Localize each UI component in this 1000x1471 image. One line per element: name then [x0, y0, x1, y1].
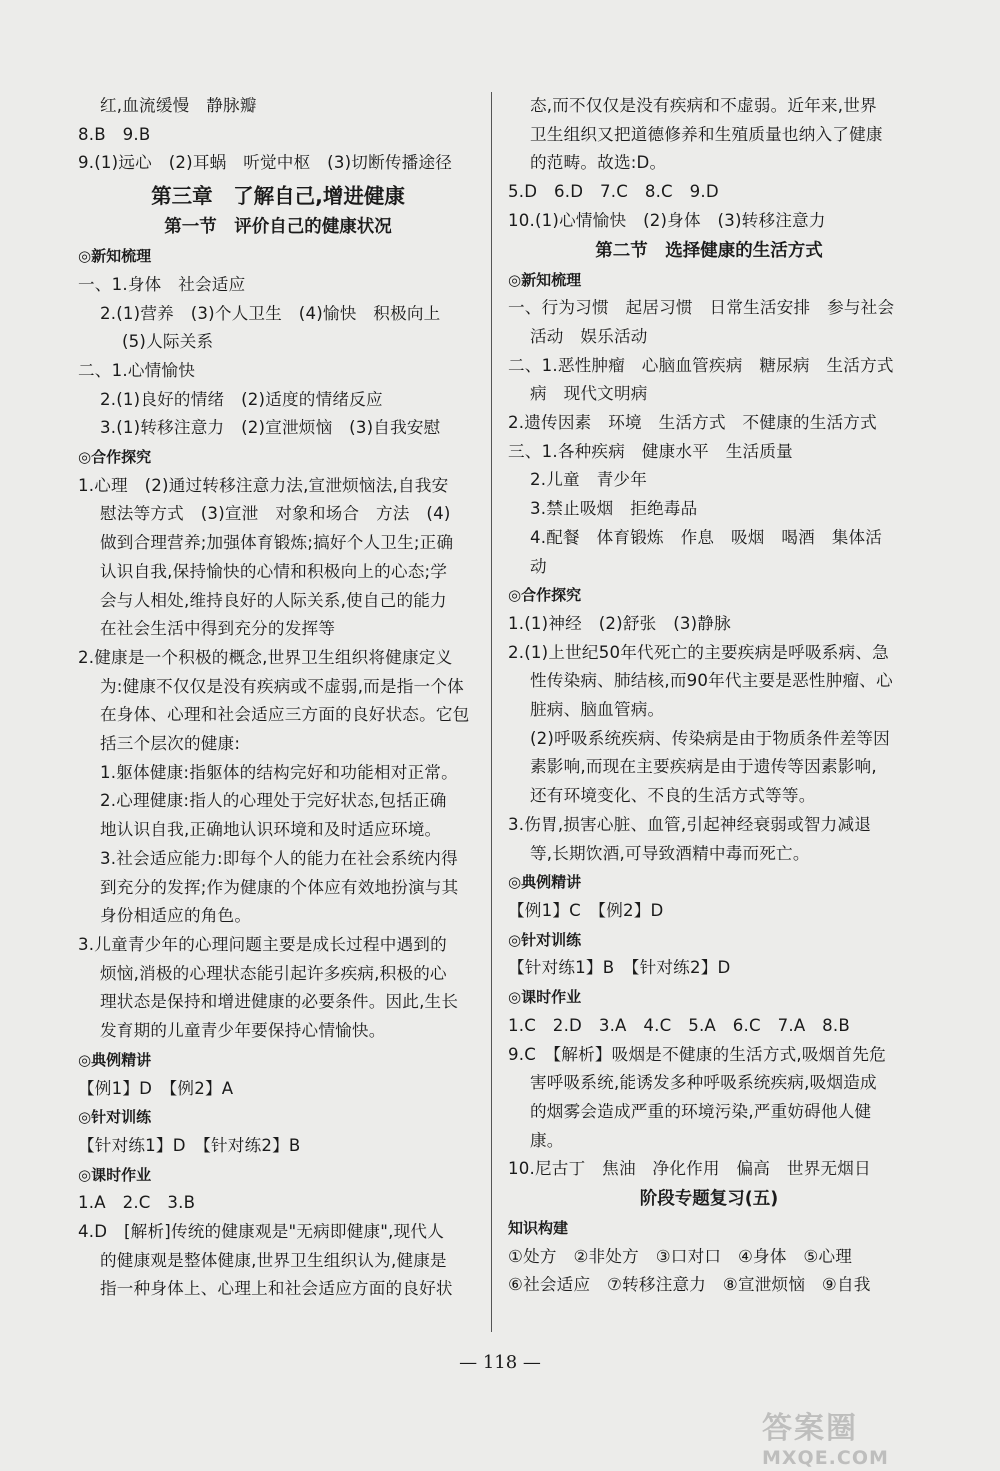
text-line: (2)呼吸系统疾病、传染病是由于物质条件差等因 [530, 728, 890, 748]
subsection-heading: ◎新知梳理 [78, 247, 152, 266]
text-line: 的烟雾会造成严重的环境污染,严重妨碍他人健 [530, 1101, 872, 1121]
text-line: 三、1.各种疾病 健康水平 生活质量 [508, 441, 793, 461]
section-heading: 第一节 评价自己的健康状况 [164, 217, 392, 238]
text-line: 3.社会适应能力:即每个人的能力在社会系统内得 [100, 848, 458, 868]
text-line: 【例1】C 【例2】D [508, 900, 664, 920]
text-line: 为:健康不仅仅是没有疾病或不虚弱,而是指一个体 [100, 676, 464, 696]
text-line: 2.心理健康:指人的心理处于完好状态,包括正确 [100, 791, 447, 811]
text-line: 地认识自我,正确地认识环境和及时适应环境。 [100, 820, 442, 840]
text-line: 1.(1)神经 (2)舒张 (3)静脉 [508, 613, 731, 633]
watermark [762, 1403, 952, 1469]
text-line: (5)人际关系 [122, 332, 214, 352]
text-line: 一、1.身体 社会适应 [78, 274, 246, 294]
text-line: 3.禁止吸烟 拒绝毒品 [530, 499, 698, 519]
text-line: 2.儿童 青少年 [530, 470, 647, 490]
subsection-heading: ◎针对训练 [508, 930, 582, 949]
text-line: 2.(1)上世纪50年代死亡的主要疾病是呼吸系病、急 [508, 642, 889, 662]
text-line: 脏病、脑血管病。 [530, 700, 665, 720]
text-line: ⑥社会适应 ⑦转移注意力 ⑧宣泄烦恼 ⑨自我 [508, 1275, 871, 1295]
column-divider [491, 92, 492, 1332]
text-line: 态,而不仅仅是没有疾病和不虚弱。近年来,世界 [530, 96, 877, 115]
text-line: 2.遗传因素 环境 生活方式 不健康的生活方式 [508, 413, 877, 433]
text-line: 卫生组织又把道德修养和生殖质量也纳入了健康 [530, 124, 883, 144]
text-line: 还有环境变化、不良的生活方式等等。 [530, 786, 816, 806]
text-line: ①处方 ②非处方 ③口对口 ④身体 ⑤心理 [508, 1246, 853, 1266]
text-line: 1.C 2.D 3.A 4.C 5.A 6.C 7.A 8.B [508, 1015, 850, 1035]
text-line: 2.(1)营养 (3)个人卫生 (4)愉快 积极向上 [100, 303, 441, 323]
chapter-heading: 第三章 了解自己,增进健康 [151, 184, 405, 209]
text-line: 在社会生活中得到充分的发挥等 [100, 619, 336, 639]
text-line: 3.(1)转移注意力 (2)宣泄烦恼 (3)自我安慰 [100, 418, 441, 438]
section-heading: 阶段专题复习(五) [639, 1189, 779, 1210]
subsection-heading: ◎新知梳理 [508, 270, 582, 289]
subsection-heading: ◎典例精讲 [508, 873, 582, 892]
text-line: 【针对练1】B 【针对练2】D [508, 958, 731, 978]
text-line: 括三个层次的健康: [100, 734, 241, 754]
text-line: 红,血流缓慢 静脉瓣 [100, 96, 257, 115]
text-line: 4.配餐 体育锻炼 作息 吸烟 喝酒 集体活 [530, 527, 883, 547]
text-line: 在身体、心理和社会适应三方面的良好状态。它包 [100, 705, 470, 725]
text-line: 会与人相处,维持良好的人际关系,使自己的能力 [100, 590, 447, 610]
text-line: 性传染病、肺结核,而90年代主要是恶性肿瘤、心 [530, 671, 893, 691]
subsection-heading: 知识构建 [508, 1219, 569, 1238]
text-line: 康。 [530, 1130, 564, 1150]
left-column [78, 92, 478, 1304]
text-line: 素影响,而现在主要疾病是由于遗传等因素影响, [530, 757, 877, 777]
text-line: 3.伤胃,损害心脏、血管,引起神经衰弱或智力减退 [508, 814, 872, 834]
subsection-heading: ◎针对训练 [78, 1108, 152, 1127]
text-line: 理状态是保持和增进健康的必要条件。因此,生长 [100, 992, 459, 1012]
text-line: 病 现代文明病 [530, 384, 648, 404]
page-number: — 118 — [459, 1352, 541, 1373]
text-line: 活动 娱乐活动 [530, 326, 648, 346]
text-line: 的范畴。故选:D。 [530, 153, 667, 173]
text-line: 【针对练1】D 【针对练2】B [78, 1135, 301, 1155]
text-line: 害呼吸系统,能诱发多种呼吸系统疾病,吸烟造成 [530, 1073, 877, 1093]
text-line: 【例1】D 【例2】A [78, 1078, 234, 1098]
text-line: 2.(1)良好的情绪 (2)适度的情绪反应 [100, 389, 383, 409]
text-line: 做到合理营养;加强体育锻炼;搞好个人卫生;正确 [100, 533, 454, 553]
subsection-heading: ◎课时作业 [78, 1165, 152, 1184]
right-column [508, 92, 910, 1300]
text-line: 8.B 9.B [78, 124, 151, 144]
text-line: 身份相适应的角色。 [100, 906, 252, 926]
text-line: 指一种身体上、心理上和社会适应方面的良好状 [100, 1279, 453, 1299]
text-line: 的健康观是整体健康,世界卫生组织认为,健康是 [100, 1250, 447, 1270]
subsection-heading: ◎合作探究 [508, 586, 582, 605]
subsection-heading: ◎课时作业 [508, 988, 582, 1007]
text-line: 一、行为习惯 起居习惯 日常生活安排 参与社会 [508, 298, 895, 318]
text-line: 3.儿童青少年的心理问题主要是成长过程中遇到的 [78, 934, 447, 954]
text-line: 10.尼古丁 焦油 净化作用 偏高 世界无烟日 [508, 1159, 871, 1179]
text-line: 慰法等方式 (3)宣泄 对象和场合 方法 (4) [100, 504, 451, 524]
text-line: 1.躯体健康:指躯体的结构完好和功能相对正常。 [100, 762, 458, 782]
text-line: 认识自我,保持愉快的心情和积极向上的心态;学 [100, 561, 448, 581]
subsection-heading: ◎典例精讲 [78, 1050, 152, 1069]
text-line: 9.C 【解析】吸烟是不健康的生活方式,吸烟首先危 [508, 1044, 886, 1064]
text-line: 动 [530, 556, 547, 576]
subsection-heading: ◎合作探究 [78, 448, 152, 467]
watermark-logo: 答案圈 [762, 1411, 858, 1446]
text-line: 1.A 2.C 3.B [78, 1193, 196, 1213]
text-line: 2.健康是一个积极的概念,世界卫生组织将健康定义 [78, 647, 453, 667]
text-line: 烦恼,消极的心理状态能引起许多疾病,积极的心 [100, 963, 447, 983]
text-line: 10.(1)心情愉快 (2)身体 (3)转移注意力 [508, 210, 826, 230]
text-line: 二、1.恶性肿瘤 心脑血管疾病 糖尿病 生活方式 [508, 355, 894, 375]
text-line: 发育期的儿童青少年要保持心情愉快。 [100, 1021, 386, 1041]
text-line: 等,长期饮酒,可导致酒精中毒而死亡。 [530, 843, 810, 863]
text-line: 到充分的发挥;作为健康的个体应有效地扮演与其 [100, 877, 459, 897]
section-heading: 第二节 选择健康的生活方式 [595, 240, 823, 261]
text-line: 1.心理 (2)通过转移注意力法,宣泄烦恼法,自我安 [78, 475, 449, 495]
text-line: 5.D 6.D 7.C 8.C 9.D [508, 182, 719, 202]
text-line: 9.(1)远心 (2)耳蜗 听觉中枢 (3)切断传播途径 [78, 153, 453, 173]
text-line: 4.D [解析]传统的健康观是"无病即健康",现代人 [78, 1222, 444, 1242]
text-line: 二、1.心情愉快 [78, 360, 195, 380]
watermark-url: MXQE.COM [762, 1447, 889, 1469]
